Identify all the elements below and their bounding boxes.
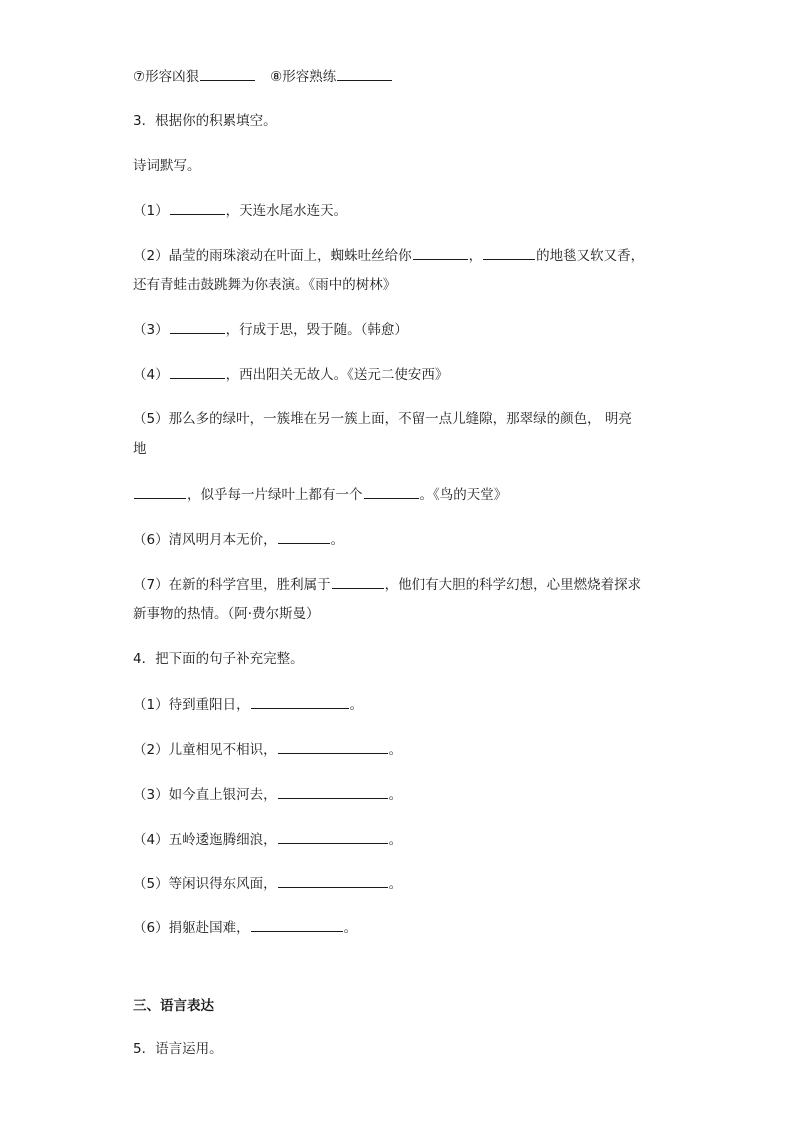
item-text: 。	[330, 532, 345, 548]
item-text: 。	[388, 787, 403, 803]
item-text: （1）	[133, 203, 169, 219]
q3-item-4	[133, 365, 448, 384]
answer-blank[interactable]	[278, 830, 388, 844]
answer-blank[interactable]	[413, 246, 468, 260]
item-text: ，行成于思，毁于随。（韩愈）	[225, 322, 408, 338]
item-text: 。	[388, 876, 403, 892]
answer-blank[interactable]	[200, 67, 255, 81]
item-text: 。	[388, 832, 403, 848]
item-text: （2）儿童相见不相识，	[133, 742, 277, 758]
item-text: 。	[349, 697, 364, 713]
q4-item	[133, 785, 402, 804]
item-text: （4）	[133, 367, 169, 383]
item-text: 的地毯又软又香，	[536, 248, 645, 264]
item-7-8-line	[133, 67, 393, 86]
item-text: （2）晶莹的雨珠滚动在叶面上，蜘蛛吐丝给你	[133, 248, 412, 264]
q3-item-5: （5）那么多的绿叶，一簇堆在另一簇上面，不留一点儿缝隙，那翠绿的颜色， 明亮	[133, 411, 632, 427]
item-text: （6）清风明月本无价，	[133, 532, 277, 548]
answer-blank[interactable]	[170, 320, 225, 334]
question-5-heading: 5．语言运用。	[133, 1041, 223, 1057]
answer-blank[interactable]	[170, 365, 225, 379]
q3-item-2-cont: 还有青蛙击鼓跳舞为你表演。《雨中的树林》	[133, 277, 397, 293]
poetry-subheading: 诗词默写。	[133, 158, 201, 174]
item-text: （3）	[133, 322, 169, 338]
item-text: 。	[388, 742, 403, 758]
item-text: （4）五岭逶迤腾细浪，	[133, 832, 277, 848]
q3-item-5-blanks	[133, 485, 507, 504]
q3-item-2	[133, 246, 644, 265]
item-7-label: ⑦形容凶狠	[133, 69, 200, 85]
section-title: 三、语言表达	[133, 998, 214, 1014]
item-text: ，	[468, 248, 483, 264]
item-text: （7）在新的科学宫里，胜利属于	[133, 577, 331, 593]
item-text: （3）如今直上银河去，	[133, 787, 277, 803]
item-text: （1）待到重阳日，	[133, 697, 250, 713]
q3-item-3	[133, 320, 408, 339]
question-4-heading: 4．把下面的句子补充完整。	[133, 651, 304, 667]
item-text: ，西出阳关无故人。《送元二使安西》	[225, 367, 449, 383]
answer-blank[interactable]	[170, 201, 225, 215]
q3-item-6	[133, 530, 344, 549]
q4-item	[133, 830, 402, 849]
answer-blank[interactable]	[278, 530, 330, 544]
q3-item-7	[133, 575, 641, 594]
q4-item	[133, 918, 357, 937]
item-text: 。	[343, 920, 358, 936]
answer-blank[interactable]	[278, 785, 388, 799]
q4-item	[133, 874, 402, 893]
item-text: ，天连水尾水连天。	[225, 203, 348, 219]
q4-item	[133, 695, 363, 714]
answer-blank[interactable]	[251, 695, 349, 709]
q4-item	[133, 740, 402, 759]
item-8-label: ⑧形容熟练	[270, 69, 337, 85]
answer-blank[interactable]	[278, 740, 388, 754]
answer-blank[interactable]	[251, 918, 343, 932]
q3-item-7-cont: 新事物的热情。（阿·费尔斯曼）	[133, 606, 320, 622]
item-text: ，他们有大胆的科学幻想，心里燃烧着探求	[384, 577, 642, 593]
item-text: ，似乎每一片绿叶上都有一个	[187, 487, 363, 503]
item-text: 。《鸟的天堂》	[419, 487, 508, 503]
question-3-heading: 3．根据你的积累填空。	[133, 113, 277, 129]
item-text: （6）捐躯赴国难，	[133, 920, 250, 936]
answer-blank[interactable]	[332, 575, 384, 589]
answer-blank[interactable]	[337, 67, 392, 81]
item-text: （5）等闲识得东风面，	[133, 876, 277, 892]
answer-blank[interactable]	[364, 485, 419, 499]
answer-blank[interactable]	[278, 874, 388, 888]
answer-blank[interactable]	[134, 485, 186, 499]
q3-item-1	[133, 201, 347, 220]
q3-item-5-cont: 地	[133, 441, 147, 457]
answer-blank[interactable]	[483, 246, 535, 260]
